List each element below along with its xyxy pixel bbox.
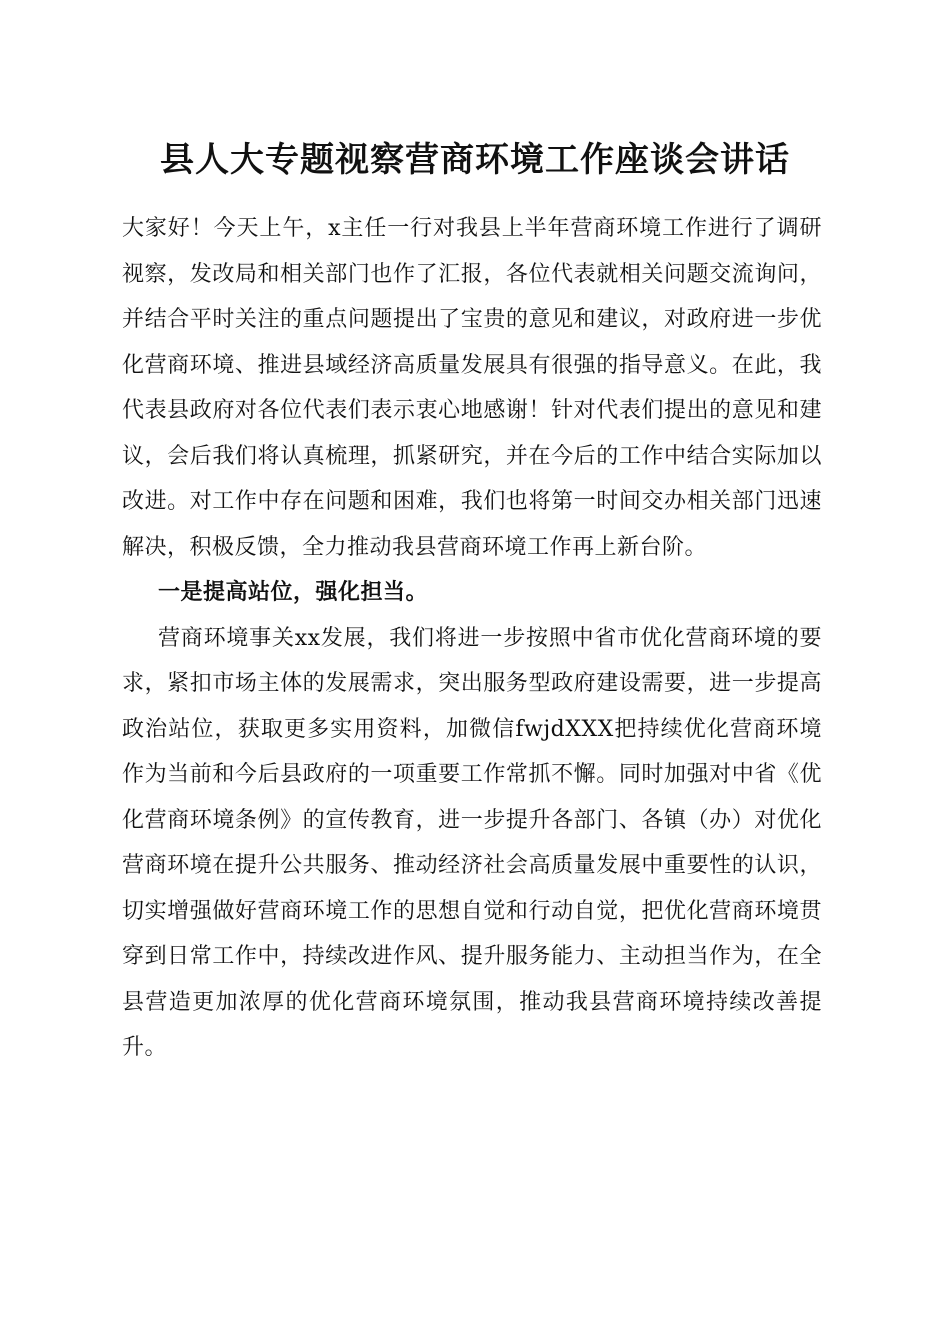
section-heading-1: 一是提高站位，强化担当。 (158, 579, 429, 605)
document-title: 县人大专题视察营商环境工作座谈会讲话 (160, 140, 790, 180)
document-body (122, 206, 822, 1071)
paragraph-opening: 大家好！今天上午，x主任一行对我县上半年营商环境工作进行了调研视察，发改局和相关部门也作了汇报，各位代表就相关问题交流询问，并结合平时关注的重点问题提出了宝贵的意见和建议，对政府进一步优化营商环境、推进县域经济高质量发展具有很强的指导意义。在此，我代表县政府对各位代表们表示衷心地感谢！针对代表们提出的意见和建议，会后我们将认真梳理，抓紧研究，并在今后的工作中结合实际加以改进。对工作中存在问题和困难，我们也将第一时间交办相关部门迅速解决，积极反馈，全力推动我县营商环境工作再上新台阶。 (122, 216, 822, 560)
paragraph-section-1: 营商环境事关xx发展，我们将进一步按照中省市优化营商环境的要求，紧扣市场主体的发展需求，突出服务型政府建设需要，进一步提高政治站位，获取更多实用资料，加微信fwjdXXX把持续优化营商环境作为当前和今后县政府的一项重要工作常抓不懈。同时加强对中省《优化营商环境条例》的宣传教育，进一步提升各部门、各镇（办）对优化营商环境在提升公共服务、推动经济社会高质量发展中重要性的认识，切实增强做好营商环境工作的思想自觉和行动自觉，把优化营商环境贯穿到日常工作中，持续改进作风、提升服务能力、主动担当作为，在全县营造更加浓厚的优化营商环境氛围，推动我县营商环境持续改善提升。 (122, 625, 822, 1060)
